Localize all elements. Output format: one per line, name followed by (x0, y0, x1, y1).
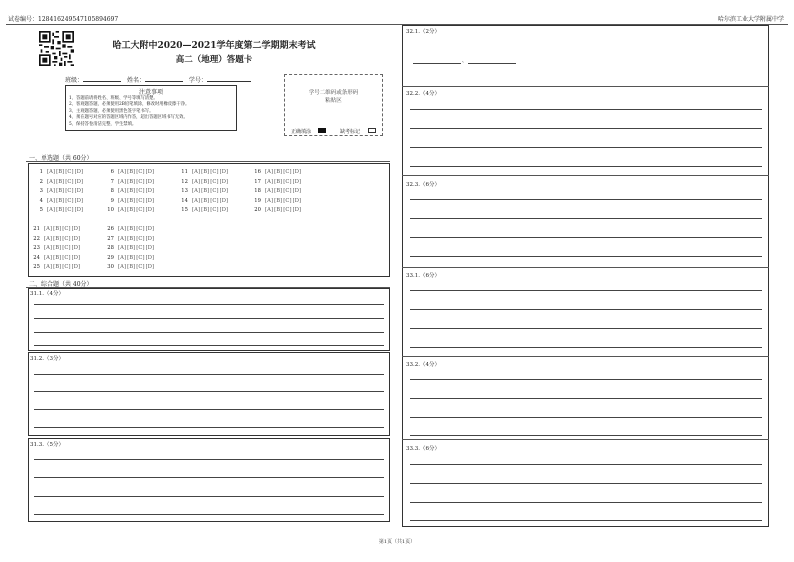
id-field[interactable] (207, 81, 251, 82)
q32-2-line[interactable] (410, 109, 762, 110)
mcq-option-bubble[interactable]: [A] (47, 207, 56, 213)
q33-2-line[interactable] (410, 379, 762, 380)
mcq-option-bubble[interactable]: [D] (145, 254, 155, 261)
mcq-option-bubble[interactable]: [C] (62, 235, 71, 242)
mcq-option-bubble[interactable]: [B] (127, 178, 136, 185)
mcq-option-bubble[interactable]: [D] (292, 169, 302, 175)
mcq-option-bubble[interactable]: [D] (74, 178, 84, 185)
student-info-row (65, 75, 251, 84)
mcq-option-bubble[interactable]: [A] (192, 197, 201, 204)
mcq-option-bubble[interactable]: [B] (201, 169, 210, 175)
mcq-option-bubble[interactable]: [D] (145, 169, 155, 175)
q33-2-line[interactable] (410, 398, 762, 399)
name-field[interactable] (145, 81, 183, 82)
notice-item: 4、须在题号对应的答题区域内作答，超出答题区域书写无效。 (69, 115, 188, 121)
mcq-question-number: 17 (254, 178, 261, 185)
mcq-option-bubble[interactable]: [D] (219, 188, 229, 194)
mcq-option-bubble[interactable]: [B] (53, 226, 62, 232)
mcq-option-bubble[interactable]: [C] (65, 169, 74, 175)
mcq-option-bubble[interactable]: [A] (118, 178, 127, 185)
mcq-option-bubble[interactable]: [C] (65, 178, 74, 185)
mcq-question-row (104, 226, 155, 232)
mcq-option-bubble[interactable]: [A] (265, 169, 274, 175)
mcq-option-bubble[interactable]: [C] (210, 207, 219, 213)
mcq-option-bubble[interactable]: [B] (127, 197, 136, 204)
mcq-option-bubble[interactable]: [B] (127, 169, 136, 175)
mcq-option-bubble[interactable]: [B] (56, 207, 65, 213)
mcq-option-bubble[interactable]: [C] (283, 207, 292, 213)
barcode-line2: 粘贴区 (325, 98, 342, 104)
q31-2-label: 31.2.（3分） (30, 356, 64, 362)
mcq-option-bubble[interactable]: [B] (127, 207, 136, 213)
mcq-option-bubble[interactable]: [B] (274, 169, 283, 175)
mcq-option-bubble[interactable]: [B] (56, 197, 65, 204)
mcq-option-bubble[interactable]: [A] (192, 178, 201, 185)
mcq-option-bubble[interactable]: [A] (118, 254, 127, 261)
q31-2-box (28, 352, 390, 436)
mcq-option-bubble[interactable]: [C] (210, 169, 219, 175)
mcq-option-bubble[interactable]: [C] (136, 178, 145, 185)
q32-2-line[interactable] (410, 166, 762, 167)
mcq-option-bubble[interactable]: [D] (71, 254, 81, 261)
mcq-option-bubble[interactable]: [C] (136, 254, 145, 261)
exam-id (8, 14, 118, 23)
q31-3-line[interactable] (34, 459, 384, 460)
mcq-question-number: 14 (181, 197, 188, 204)
notice-item: 1、答题前请将姓名、班级、学号等填写清楚。 (69, 96, 158, 101)
mcq-question-row (30, 255, 81, 261)
mcq-option-bubble[interactable]: [C] (62, 264, 71, 270)
mcq-option-bubble[interactable]: [C] (210, 197, 219, 204)
mcq-question-row (104, 207, 155, 213)
mcq-option-bubble[interactable]: [A] (265, 197, 274, 204)
q33-2-divider (402, 439, 769, 440)
mcq-option-bubble[interactable]: [C] (283, 178, 292, 185)
mcq-option-bubble[interactable]: [D] (145, 245, 155, 251)
q32-3-line[interactable] (410, 237, 762, 238)
mcq-option-bubble[interactable]: [C] (62, 226, 71, 232)
mcq-option-bubble[interactable]: [C] (136, 207, 145, 213)
mcq-question-number: 8 (110, 188, 114, 194)
mcq-question-row (33, 188, 84, 194)
mcq-option-bubble[interactable]: [A] (118, 207, 127, 213)
mcq-option-bubble[interactable]: [B] (127, 245, 136, 251)
q32-1-blank-1[interactable] (413, 63, 461, 64)
q32-2-line[interactable] (410, 147, 762, 148)
mcq-option-bubble[interactable]: [D] (74, 197, 84, 204)
q32-3-line[interactable] (410, 199, 762, 200)
mcq-question-row (178, 169, 229, 175)
q32-1-separator: 、 (462, 58, 468, 64)
mcq-option-bubble[interactable]: [B] (127, 264, 136, 270)
mcq-option-bubble[interactable]: [B] (53, 254, 62, 261)
section2-label: 二、综合题（共 40分） (29, 281, 93, 288)
mcq-option-bubble[interactable]: [D] (71, 226, 81, 232)
mcq-option-bubble[interactable]: [B] (274, 178, 283, 185)
mcq-option-bubble[interactable]: [B] (201, 207, 210, 213)
q32-3-divider (402, 267, 769, 268)
mcq-option-bubble[interactable]: [D] (71, 264, 81, 270)
mcq-question-number: 13 (181, 188, 188, 194)
q32-3-line[interactable] (410, 256, 762, 257)
mcq-question-number: 29 (107, 254, 114, 261)
mcq-question-row (251, 179, 302, 185)
q31-1-box (28, 288, 390, 351)
mcq-option-bubble[interactable]: [C] (136, 245, 145, 251)
mcq-option-bubble[interactable]: [A] (44, 264, 53, 270)
mcq-option-bubble[interactable]: [C] (283, 188, 292, 194)
mcq-option-bubble[interactable]: [A] (44, 235, 53, 242)
mcq-question-row (104, 198, 155, 204)
mcq-question-number: 10 (107, 207, 114, 213)
q33-1-line[interactable] (410, 328, 762, 329)
mcq-question-row (33, 207, 84, 213)
mcq-question-row (178, 207, 229, 213)
barcode-line1: 学号二维码或条形码 (308, 90, 359, 96)
mcq-option-bubble[interactable]: [B] (201, 197, 210, 204)
q33-3-line[interactable] (410, 483, 762, 484)
q31-3-line[interactable] (34, 514, 384, 515)
mcq-option-bubble[interactable]: [D] (292, 207, 302, 213)
mcq-option-bubble[interactable]: [B] (127, 254, 136, 261)
right-column-frame (402, 25, 769, 527)
exam-id-label: 试卷编号： (8, 16, 39, 23)
mcq-question-number: 16 (254, 169, 261, 175)
mcq-question-number: 4 (39, 197, 43, 204)
q33-2-label: 33.2.（4分） (406, 362, 440, 368)
mcq-option-bubble[interactable]: [D] (145, 207, 155, 213)
mcq-question-row (30, 245, 81, 251)
mcq-option-bubble[interactable]: [D] (145, 235, 155, 242)
notice-item: 2、客观题答题，必须使用2B铅笔填涂，修改时用橡皮擦干净。 (69, 102, 190, 108)
section1-label: 一、单选题（共 60分） (29, 155, 93, 162)
mcq-question-row (104, 179, 155, 185)
mcq-option-bubble[interactable]: [D] (74, 169, 84, 175)
mcq-option-bubble[interactable]: [A] (118, 169, 127, 175)
mcq-option-bubble[interactable]: [C] (65, 207, 74, 213)
mcq-question-number: 1 (39, 169, 43, 175)
q33-1-line[interactable] (410, 309, 762, 310)
mcq-option-bubble[interactable]: [A] (44, 245, 53, 251)
mcq-question-number: 21 (33, 226, 40, 232)
q33-1-label: 33.1.（6分） (406, 273, 440, 279)
mcq-question-row (178, 188, 229, 194)
mcq-question-number: 28 (107, 245, 114, 251)
mcq-option-bubble[interactable]: [A] (118, 245, 127, 251)
notice-list (66, 96, 236, 128)
correct-fill-sample (318, 128, 326, 133)
absent-label: 缺考标记 (340, 129, 361, 135)
mcq-option-bubble[interactable]: [D] (292, 188, 302, 194)
mcq-question-number: 27 (107, 235, 114, 242)
mcq-option-bubble[interactable]: [B] (56, 178, 65, 185)
mcq-question-row (104, 169, 155, 175)
mcq-option-bubble[interactable]: [D] (145, 226, 155, 232)
mcq-option-bubble[interactable]: [A] (47, 169, 56, 175)
q32-3-label: 32.3.（6分） (406, 182, 440, 188)
q32-2-line[interactable] (410, 128, 762, 129)
mcq-question-number: 22 (33, 235, 40, 242)
mcq-option-bubble[interactable]: [C] (65, 188, 74, 194)
mcq-option-bubble[interactable]: [A] (192, 169, 201, 175)
mcq-question-row (30, 226, 81, 232)
mcq-option-bubble[interactable]: [B] (274, 207, 283, 213)
q32-2-divider (402, 175, 769, 176)
q33-2-line[interactable] (410, 417, 762, 418)
mcq-option-bubble[interactable]: [C] (65, 197, 74, 204)
q32-2-label: 32.2.（4分） (406, 91, 440, 97)
q33-3-line[interactable] (410, 502, 762, 503)
q32-1-blank-2[interactable] (468, 63, 516, 64)
mcq-question-number: 26 (107, 226, 114, 232)
class-field[interactable] (83, 81, 121, 82)
mcq-option-bubble[interactable]: [D] (145, 188, 155, 194)
mcq-option-bubble[interactable]: [C] (210, 178, 219, 185)
mcq-option-bubble[interactable]: [B] (56, 169, 65, 175)
q33-1-line[interactable] (410, 347, 762, 348)
mcq-option-bubble[interactable]: [A] (118, 197, 127, 204)
mcq-option-bubble[interactable]: [C] (283, 169, 292, 175)
mcq-option-bubble[interactable]: [A] (192, 188, 201, 194)
mcq-option-bubble[interactable]: [A] (118, 188, 127, 194)
q31-3-label: 31.3.（5分） (30, 442, 64, 448)
exam-subtitle: 高二（地理）答题卡 (175, 55, 253, 65)
mcq-option-bubble[interactable]: [C] (62, 245, 71, 251)
mcq-option-bubble[interactable]: [B] (53, 245, 62, 251)
mcq-question-row (251, 169, 302, 175)
mcq-question-row (30, 236, 81, 242)
q31-1-line[interactable] (34, 304, 384, 305)
mcq-option-bubble[interactable]: [A] (118, 264, 127, 270)
q33-1-divider (402, 356, 769, 357)
notice-item: 3、主观题答题，必须使用黑色签字笔书写。 (69, 108, 154, 114)
absent-checkbox[interactable] (368, 128, 376, 133)
notice-item: 5、保持答卷清洁完整，学生禁填。 (69, 121, 137, 127)
mcq-option-bubble[interactable]: [B] (127, 188, 136, 194)
mcq-question-number: 11 (181, 169, 188, 175)
q31-1-line[interactable] (34, 345, 384, 346)
q31-2-line[interactable] (34, 374, 384, 375)
mcq-option-bubble[interactable]: [B] (127, 226, 136, 232)
mcq-question-number: 18 (254, 188, 261, 194)
q31-2-line[interactable] (34, 409, 384, 410)
q31-1-line[interactable] (34, 318, 384, 319)
mcq-question-number: 25 (33, 264, 40, 270)
mcq-question-row (251, 188, 302, 194)
mcq-option-bubble[interactable]: [D] (292, 178, 302, 185)
mcq-option-bubble[interactable]: [C] (136, 264, 145, 270)
correct-fill-label: 正确填涂 (291, 129, 312, 135)
mcq-option-bubble[interactable]: [B] (201, 188, 210, 194)
q33-3-line[interactable] (410, 464, 762, 465)
mcq-option-bubble[interactable]: [B] (56, 188, 65, 194)
mcq-question-number: 19 (254, 197, 261, 204)
section1-divider (26, 161, 390, 162)
class-label: 班级： (65, 77, 84, 84)
mcq-question-number: 7 (110, 178, 114, 185)
mcq-option-bubble[interactable]: [D] (74, 207, 84, 213)
exam-title: 哈工大附中2020—2021学年度第二学期期末考试 (112, 41, 316, 51)
mcq-question-row (33, 179, 84, 185)
mcq-option-bubble[interactable]: [C] (136, 169, 145, 175)
mcq-question-number: 3 (39, 188, 43, 194)
mcq-question-number: 30 (107, 264, 114, 270)
mcq-question-number: 23 (33, 245, 40, 251)
mcq-question-row (104, 245, 155, 251)
mcq-question-row (251, 207, 302, 213)
mcq-question-number: 20 (254, 207, 261, 213)
notice-title: 注意事项 (138, 89, 163, 96)
mcq-question-number: 5 (39, 207, 43, 213)
exam-id-value: 1284162495471058946​97 (38, 16, 119, 23)
mcq-question-row (178, 198, 229, 204)
mcq-option-bubble[interactable]: [D] (145, 178, 155, 185)
mcq-option-bubble[interactable]: [C] (283, 197, 292, 204)
mcq-option-bubble[interactable]: [A] (47, 178, 56, 185)
mcq-option-bubble[interactable]: [D] (219, 197, 229, 204)
mcq-option-bubble[interactable]: [B] (274, 197, 283, 204)
mcq-option-bubble[interactable]: [D] (145, 264, 155, 270)
mcq-option-bubble[interactable]: [A] (265, 207, 274, 213)
mcq-question-number: 15 (181, 207, 188, 213)
mcq-question-row (104, 255, 155, 261)
barcode-area (284, 74, 383, 136)
mcq-option-bubble[interactable]: [A] (118, 235, 127, 242)
mcq-option-bubble[interactable]: [A] (47, 197, 56, 204)
school-name: 哈尔滨工业大学附属中学 (717, 16, 784, 23)
q33-3-label: 33.3.（6分） (406, 446, 440, 452)
mcq-question-row (33, 169, 84, 175)
mcq-question-row (251, 198, 302, 204)
mcq-option-bubble[interactable]: [D] (74, 188, 84, 194)
mcq-option-bubble[interactable]: [C] (136, 197, 145, 204)
mcq-option-bubble[interactable]: [A] (265, 178, 274, 185)
mcq-option-bubble[interactable]: [B] (274, 188, 283, 194)
mcq-option-bubble[interactable]: [C] (210, 188, 219, 194)
mcq-question-row (104, 236, 155, 242)
id-label: 学号： (188, 77, 207, 84)
mcq-option-bubble[interactable]: [B] (127, 235, 136, 242)
q32-3-line[interactable] (410, 218, 762, 219)
q31-1-line[interactable] (34, 332, 384, 333)
mcq-option-bubble[interactable]: [D] (145, 197, 155, 204)
mcq-question-number: 24 (33, 254, 40, 261)
mcq-option-bubble[interactable]: [B] (53, 235, 62, 242)
mcq-option-bubble[interactable]: [D] (219, 169, 229, 175)
mcq-option-bubble[interactable]: [A] (44, 254, 53, 261)
mcq-option-bubble[interactable]: [D] (71, 245, 81, 251)
mcq-option-bubble[interactable]: [C] (62, 254, 71, 261)
q33-3-line[interactable] (410, 520, 762, 521)
mcq-option-bubble[interactable]: [D] (292, 197, 302, 204)
mcq-option-bubble[interactable]: [A] (192, 207, 201, 213)
mcq-question-row (104, 264, 155, 270)
mcq-option-bubble[interactable]: [C] (136, 235, 145, 242)
page-number: 第1页（共1页） (378, 539, 416, 545)
mcq-question-row (178, 179, 229, 185)
mcq-option-bubble[interactable]: [D] (71, 235, 81, 242)
q31-3-box (28, 438, 390, 522)
q31-3-line[interactable] (34, 477, 384, 478)
mcq-option-bubble[interactable]: [A] (118, 226, 127, 232)
mcq-option-bubble[interactable]: [B] (201, 178, 210, 185)
mcq-option-bubble[interactable]: [C] (136, 226, 145, 232)
mcq-option-bubble[interactable]: [A] (265, 188, 274, 194)
mcq-option-bubble[interactable]: [C] (136, 188, 145, 194)
name-label: 姓名： (126, 77, 145, 84)
q31-3-line[interactable] (34, 496, 384, 497)
mcq-question-row (30, 264, 81, 270)
mcq-question-number: 2 (39, 178, 43, 185)
mcq-question-number: 9 (110, 197, 114, 204)
mcq-question-row (104, 188, 155, 194)
q31-2-line[interactable] (34, 391, 384, 392)
q32-1-label: 32.1.（2分） (406, 29, 440, 35)
mcq-option-bubble[interactable]: [A] (47, 188, 56, 194)
mcq-option-bubble[interactable]: [A] (44, 226, 53, 232)
q31-2-line[interactable] (34, 427, 384, 428)
mcq-question-number: 12 (181, 178, 188, 185)
q31-1-label: 31.1.（4分） (30, 291, 64, 297)
mcq-question-row (33, 198, 84, 204)
mcq-option-bubble[interactable]: [D] (219, 207, 229, 213)
mcq-option-bubble[interactable]: [D] (219, 178, 229, 185)
q33-1-line[interactable] (410, 290, 762, 291)
mcq-option-bubble[interactable]: [B] (53, 264, 62, 270)
q32-1-divider (402, 86, 769, 87)
q33-2-line[interactable] (410, 435, 762, 436)
notice-box (65, 85, 237, 131)
mcq-question-number: 6 (110, 169, 114, 175)
